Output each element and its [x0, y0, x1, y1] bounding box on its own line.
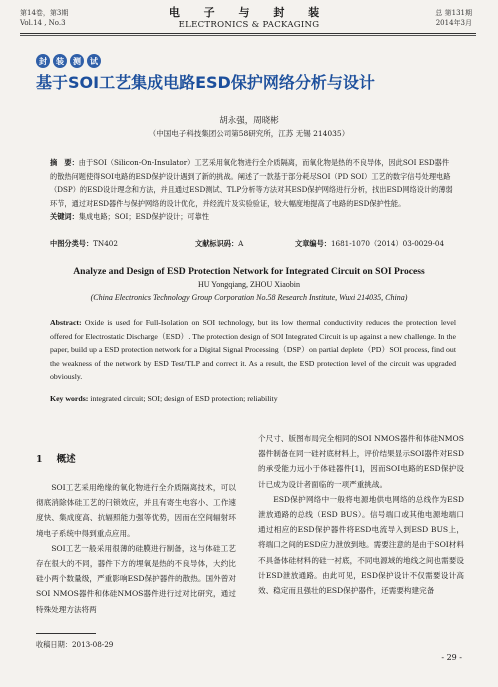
abstract-en-text: Oxide is used for Full-Isolation on SOI technology, but its low thermal conductivity reduces the protection level offered for Electrostatic Discharge（ESD）. The protection design of SOI Integrated Circuit is up against a new challenge. In the paper, build up a ESD protection network for a Digital Signal Processing（DSP）on partial deplete（PD）SOI process, find out the weakness of the network by ESD Test/TLP and correct it. As a result, the ESD protection level of the circuit was upgraded obviously. — [50, 318, 456, 381]
header-total-issue — [435, 8, 472, 28]
body-column-right — [258, 431, 464, 598]
affiliation-cn: （中国电子科技集团公司第58研究所，江苏 无锡 214035） — [148, 129, 350, 138]
authors-en: HU Yongqiang, ZHOU Xiaobin — [198, 280, 300, 289]
keywords-cn-label: 关键词： — [50, 212, 79, 221]
abstract-en-label: Abstract: — [50, 318, 82, 327]
abstract-cn-text: 由于SOI（Silicon-On-Insulator）工艺采用氧化物进行全介质隔离，而氧化物是热的不良导体，因此SOI ESD器件的散热问题使得SOI电路的ESD保护设计遇到了新的挑战。阐述了一款基于部分耗尽SOI（PD SOI）工艺的数字信号处理电路（DSP）的ESD设计理念和方法，并且通过ESD测试、TLP分析等方法对其ESD保护网络进行分析，找出ESD网络设计的薄弱环节，通过对ESD器件与保护网络的设计优化，并经流片及实验验证，较大幅度地提高了电路的ESD保护性能。 — [50, 158, 453, 208]
column-tag: 封 — [36, 54, 50, 68]
header-issue-en: Vol.14 , No.3 — [20, 19, 66, 27]
keywords-en-label: Key words: — [50, 394, 89, 403]
column-tag: 试 — [87, 54, 101, 68]
paragraph: SOI工艺一般采用很薄的硅膜进行制备，这与体硅工艺存在很大的不同，器件下方的埋氧是热的不良导体，大约比硅小两个数量级，严重影响ESD保护器件的散热。国外曾对SOI NMOS器件和体硅NMOS器件进行过对比研究，通过特殊处理方法将两 — [36, 543, 236, 614]
header-date: 2014年3月 — [435, 19, 472, 27]
paragraph: ESD保护网络中一般将电源地供电网络的总线作为ESD泄放通路的总线（ESD BUS）。信号端口或其他电源地端口通过相应的ESD保护器件将ESD电流导入到ESD BUS上，将端口之间的ESD应力泄放到地。需要注意的是由于SOI材料不具备体硅材料的硅一衬底，不同电源域的地线之间也需要设计ESD泄放通路。由此可见，ESD保护设计不仅需要设计高效、稳定而且强壮的ESD保护器件，还需要构建完备 — [258, 494, 464, 596]
section-title: 概述 — [56, 454, 76, 465]
doc-code-label: 文献标识码： — [195, 239, 239, 248]
classification-line — [50, 239, 470, 249]
clc-label: 中图分类号： — [50, 239, 94, 248]
affiliation-en: (China Electronics Technology Group Corporation No.58 Research Institute, Wuxi 214035, China) — [90, 293, 408, 302]
header-rule — [20, 33, 476, 34]
paper-title-cn: 基于SOI工艺集成电路ESD保护网络分析与设计 — [36, 73, 375, 92]
keywords-en-text: integrated circuit; SOI; design of ESD protection; reliability — [90, 394, 278, 403]
received-date: 收稿日期：2013-08-29 — [36, 640, 114, 649]
header-rule-thin — [20, 35, 476, 36]
keywords-cn-text: 集成电路；SOI；ESD保护设计；可靠性 — [78, 212, 209, 221]
footnote-rule — [36, 633, 96, 634]
body-column-left — [36, 480, 236, 617]
column-tag: 装 — [53, 54, 67, 68]
article-id-value: 1681-1070（2014）03-0029-04 — [330, 239, 445, 248]
abstract-en — [50, 316, 456, 384]
paragraph: 个尺寸、版图布局完全相同的SOI NMOS器件和体硅NMOS器件制备在同一硅衬底材料上，评价结果显示SOI器件对ESD的承受能力远小于体硅器件[1]，因而SOI电路的ESD保护设计已成为设计者面临的一项严重挑战。 — [258, 434, 464, 489]
article-id-label: 文章编号： — [295, 239, 331, 248]
journal-name-cn: 电 子 与 封 装 — [168, 6, 330, 19]
section-heading — [36, 451, 76, 465]
column-tags — [36, 54, 101, 68]
abstract-cn — [50, 156, 454, 224]
section-number: 1 — [36, 454, 43, 465]
authors-cn: 胡永强，周晓彬 — [219, 116, 279, 126]
doc-code-value: A — [238, 239, 244, 248]
paper-title-en: Analyze and Design of ESD Protection Network for Integrated Circuit on SOI Process — [73, 266, 425, 277]
page-number: - 29 - — [441, 653, 462, 662]
keywords-en — [50, 394, 456, 403]
journal-name-en: ELECTRONICS & PACKAGING — [178, 20, 320, 30]
clc-value: TN402 — [93, 239, 118, 248]
paragraph: SOI工艺采用绝缘的氧化物进行全介质隔离技术，可以彻底消除体硅工艺的闩锁效应，并且有寄生电容小、工作速度快、集成度高、抗辐照能力强等优势，因而在空间辐射环境电子系统中得到重点应用。 — [36, 483, 236, 538]
journal-masthead — [0, 6, 498, 31]
column-tag: 测 — [70, 54, 84, 68]
header-issue-cn: 第14卷，第3期 — [20, 9, 69, 17]
abstract-cn-label: 摘 要： — [50, 158, 79, 167]
header-total-cn: 总 第131期 — [435, 9, 472, 17]
